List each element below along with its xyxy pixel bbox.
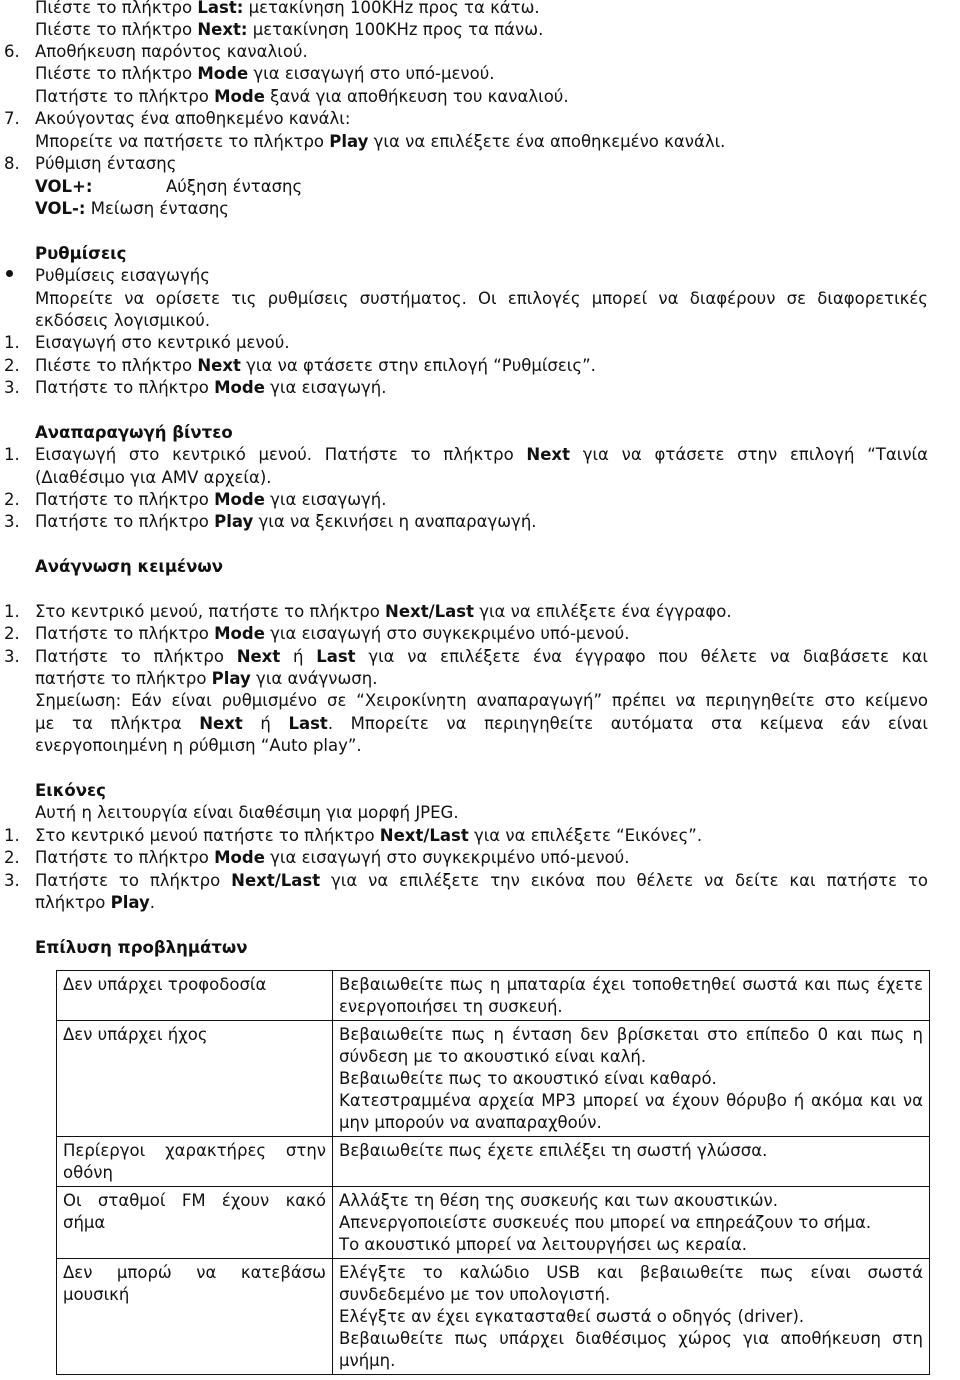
solution-cell bbox=[333, 1187, 930, 1259]
text-line: Ρύθμιση έντασης bbox=[35, 154, 177, 173]
step-number: 3. bbox=[4, 512, 20, 531]
problem-cell: Περίεργοι χαρακτήρες στην οθόνη bbox=[57, 1137, 333, 1187]
problem-cell: Δεν μπορώ να κατεβάσω μουσική bbox=[57, 1259, 333, 1375]
solution-line: Το ακουστικό μπορεί να λειτουργήσει ως κεραία. bbox=[339, 1235, 747, 1254]
solution-line: Βεβαιωθείτε πως το ακουστικό είναι καθαρό. bbox=[339, 1069, 717, 1088]
text-line: Πατήστε το πλήκτρο Mode ξανά για αποθήκευση του καναλιού. bbox=[35, 87, 569, 106]
step-number: 2. bbox=[4, 624, 20, 643]
text-line: Πατήστε το πλήκτρο Mode για εισαγωγή. bbox=[35, 378, 387, 397]
note-line: Σημείωση: Εάν είναι ρυθμισμένο σε “Χειροκίνητη αναπαραγωγή” πρέπει να περιηγηθείτε στο κείμενο bbox=[35, 691, 928, 710]
solution-line: Ελέγξτε το καλώδιο USB και βεβαιωθείτε πως είναι σωστά συνδεδεμένο με τον υπολογιστή. bbox=[339, 1263, 923, 1304]
text-line: Πιέστε το πλήκτρο Mode για εισαγωγή στο υπό-μενού. bbox=[35, 64, 495, 83]
text-line: Πατήστε το πλήκτρο Mode για εισαγωγή. bbox=[35, 490, 387, 509]
problem-cell: Δεν υπάρχει ήχος bbox=[57, 1021, 333, 1137]
text-line: εκδόσεις λογισμικού. bbox=[35, 311, 211, 330]
table-row bbox=[57, 1259, 930, 1375]
text-line: πλήκτρο Play. bbox=[35, 893, 156, 912]
step-number: 2. bbox=[4, 356, 20, 375]
table-row bbox=[57, 1187, 930, 1259]
text-line: πατήστε το πλήκτρο Play για ανάγνωση. bbox=[35, 669, 378, 688]
text-line: Πιέστε το πλήκτρο Last: μετακίνηση 100KHz προς τα κάτω. bbox=[35, 0, 540, 17]
text-line: Εισαγωγή στο κεντρικό μενού. Πατήστε το πλήκτρο Next για να φτάσετε στην επιλογή “Ταινία bbox=[35, 445, 928, 464]
solution-line: Αλλάξτε τη θέση της συσκευής και των ακουστικών. bbox=[339, 1191, 779, 1210]
solution-line: Ελέγξτε αν έχει εγκατασταθεί σωστά ο οδηγός (driver). bbox=[339, 1307, 805, 1326]
step-number: 3. bbox=[4, 378, 20, 397]
step-number: 1. bbox=[4, 826, 20, 845]
text-line: Μπορείτε να ορίσετε τις ρυθμίσεις συστήματος. Οι επιλογές μπορεί να διαφέρουν σε διαφορετικές bbox=[35, 289, 928, 308]
solution-line: Κατεστραμμένα αρχεία MP3 μπορεί να έχουν θόρυβο ή ακόμα και να μην μπορούν να αναπαραχθούν. bbox=[339, 1091, 923, 1132]
step-number: 1. bbox=[4, 602, 20, 621]
step-number: 3. bbox=[4, 647, 20, 666]
table-row bbox=[57, 971, 930, 1021]
section-heading-reading: Ανάγνωση κειμένων bbox=[35, 557, 223, 576]
troubleshooting-table bbox=[56, 970, 930, 1375]
text-line: Πατήστε το πλήκτρο Next ή Last για να επιλέξετε ένα έγγραφο που θέλετε να διαβάσετε και bbox=[35, 647, 928, 666]
step-number: 7. bbox=[4, 109, 20, 128]
text-line: Στο κεντρικό μενού πατήστε το πλήκτρο Next/Last για να επιλέξετε “Εικόνες”. bbox=[35, 826, 703, 845]
solution-line: Βεβαιωθείτε πως η μπαταρία έχει τοποθετηθεί σωστά και πως έχετε ενεργοποιήσει τη συσκευή. bbox=[339, 975, 923, 1016]
table-row bbox=[57, 1137, 930, 1187]
text-line: Πιέστε το πλήκτρο Next: μετακίνηση 100KHz προς τα πάνω. bbox=[35, 20, 544, 39]
step-number: 8. bbox=[4, 154, 20, 173]
step-number: 6. bbox=[4, 42, 20, 61]
bullet-icon bbox=[6, 270, 13, 277]
solution-line: Βεβαιωθείτε πως έχετε επιλέξει τη σωστή γλώσσα. bbox=[339, 1141, 768, 1160]
text-line: Πατήστε το πλήκτρο Play για να ξεκινήσει η αναπαραγωγή. bbox=[35, 512, 537, 531]
solution-cell bbox=[333, 1137, 930, 1187]
section-heading-troubleshooting: Επίλυση προβλημάτων bbox=[35, 938, 248, 957]
note-line: ενεργοποιημένη η ρύθμιση “Auto play”. bbox=[35, 736, 362, 755]
step-number: 1. bbox=[4, 445, 20, 464]
solution-cell bbox=[333, 1259, 930, 1375]
text-line: Ακούγοντας ένα αποθηκεμένο κανάλι: bbox=[35, 109, 351, 128]
step-number: 2. bbox=[4, 848, 20, 867]
problem-cell: Οι σταθμοί FM έχουν κακό σήμα bbox=[57, 1187, 333, 1259]
text-line: (Διαθέσιμο για AMV αρχεία). bbox=[35, 468, 272, 487]
section-heading-video: Αναπαραγωγή βίντεο bbox=[35, 423, 233, 442]
step-number: 3. bbox=[4, 871, 20, 890]
step-number: 2. bbox=[4, 490, 20, 509]
problem-cell: Δεν υπάρχει τροφοδοσία bbox=[57, 971, 333, 1021]
section-heading-settings: Ρυθμίσεις bbox=[35, 244, 127, 263]
text-line: Ρυθμίσεις εισαγωγής bbox=[35, 266, 210, 285]
text-line: Πατήστε το πλήκτρο Next/Last για να επιλέξετε την εικόνα που θέλετε να δείτε και πατήστε το bbox=[35, 871, 928, 890]
text-line: Εισαγωγή στο κεντρικό μενού. bbox=[35, 333, 290, 352]
text-line: Πατήστε το πλήκτρο Mode για εισαγωγή στο συγκεκριμένο υπό-μενού. bbox=[35, 624, 630, 643]
step-number: 1. bbox=[4, 333, 20, 352]
text-line: Αποθήκευση παρόντος καναλιού. bbox=[35, 42, 308, 61]
section-heading-pictures: Εικόνες bbox=[35, 781, 106, 800]
solution-line: Απενεργοποιείστε συσκευές που μπορεί να επηρεάζουν το σήμα. bbox=[339, 1213, 872, 1232]
vol-plus-line: VOL+: Αύξηση έντασης bbox=[35, 177, 303, 196]
solution-cell bbox=[333, 1021, 930, 1137]
text-line: Πατήστε το πλήκτρο Mode για εισαγωγή στο συγκεκριμένο υπό-μενού. bbox=[35, 848, 630, 867]
text-line: Μπορείτε να πατήσετε το πλήκτρο Play για να επιλέξετε ένα αποθηκεμένο κανάλι. bbox=[35, 132, 726, 151]
note-line: με τα πλήκτρα Next ή Last. Μπορείτε να περιηγηθείτε αυτόματα στα κείμενα εάν είναι bbox=[35, 714, 928, 733]
text-line: Στο κεντρικό μενού, πατήστε το πλήκτρο Next/Last για να επιλέξετε ένα έγγραφο. bbox=[35, 602, 732, 621]
table-row bbox=[57, 1021, 930, 1137]
solution-line: Βεβαιωθείτε πως υπάρχει διαθέσιμος χώρος για αποθήκευση στη μνήμη. bbox=[339, 1329, 923, 1370]
vol-minus-line: VOL-: Μείωση έντασης bbox=[35, 199, 229, 218]
text-line: Πιέστε το πλήκτρο Next για να φτάσετε στην επιλογή “Ρυθμίσεις”. bbox=[35, 356, 596, 375]
solution-cell bbox=[333, 971, 930, 1021]
text-line: Αυτή η λειτουργία είναι διαθέσιμη για μορφή JPEG. bbox=[35, 803, 459, 822]
solution-line: Βεβαιωθείτε πως η ένταση δεν βρίσκεται στο επίπεδο 0 και πως η σύνδεση με το ακουστικό είναι καλή. bbox=[339, 1025, 923, 1066]
